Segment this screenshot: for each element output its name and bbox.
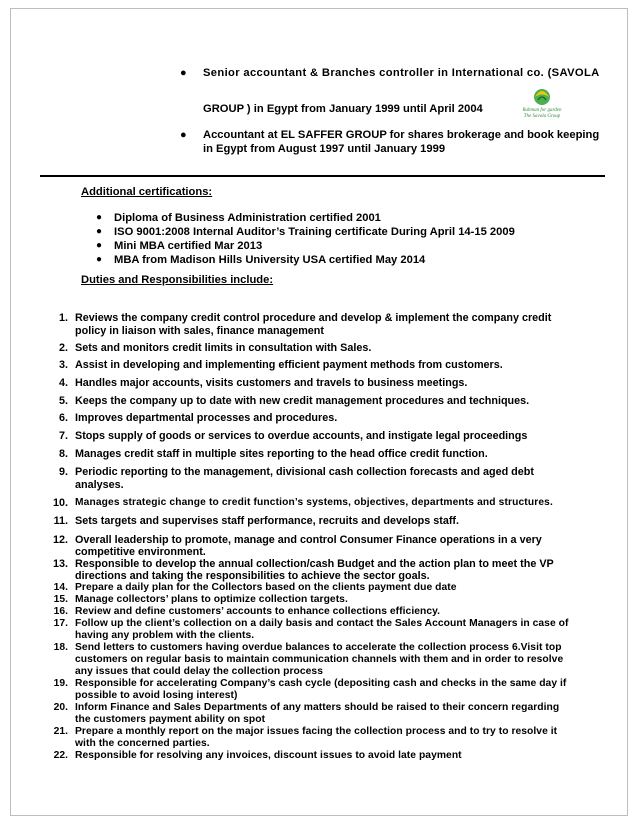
list-item-text: customers on regular basis to maintain communication channels with them and in order to resolve bbox=[75, 654, 564, 665]
bullet-icon: ● bbox=[96, 254, 103, 265]
list-item-text: Responsible for resolving any invoices, discount issues to avoid late payment bbox=[75, 750, 462, 761]
certification-item: Mini MBA certified Mar 2013 bbox=[114, 240, 263, 252]
list-item-text: Sets targets and supervises staff performance, recruits and develops staff. bbox=[75, 515, 460, 527]
list-item-text: Prepare a daily plan for the Collectors based on the clients payment due date bbox=[75, 582, 457, 593]
list-number: 17. bbox=[53, 618, 68, 629]
list-item-text: Stops supply of goods or services to overdue accounts, and instigate legal proceedings bbox=[75, 430, 528, 442]
duties-heading: Duties and Responsibilities include: bbox=[81, 274, 274, 286]
list-item-text: Manage collectors’ plans to optimize collection targets. bbox=[75, 594, 348, 605]
list-item-text: Reviews the company credit control procedure and develop & implement the company credit bbox=[75, 312, 552, 324]
bullet-icon: ● bbox=[96, 212, 103, 223]
list-item-text: having any problem with the clients. bbox=[75, 630, 255, 641]
experience-line: in Egypt from August 1997 until January 1999 bbox=[203, 143, 446, 155]
list-number: 9. bbox=[58, 466, 68, 478]
list-item-text: Sets and monitors credit limits in consultation with Sales. bbox=[75, 342, 372, 354]
list-number: 5. bbox=[58, 395, 68, 407]
certification-item: ISO 9001:2008 Internal Auditor’s Training certificate During April 14-15 2009 bbox=[114, 226, 515, 238]
section-divider bbox=[40, 175, 605, 177]
list-item-text: Improves departmental processes and procedures. bbox=[75, 412, 338, 424]
experience-line: Accountant at EL SAFFER GROUP for shares brokerage and book keeping bbox=[203, 129, 600, 141]
list-number: 18. bbox=[53, 642, 68, 653]
certification-item: Diploma of Business Administration certified 2001 bbox=[114, 212, 381, 224]
logo-text: The Savola Group bbox=[523, 114, 561, 119]
list-item-text: Assist in developing and implementing efficient payment methods from customers. bbox=[75, 359, 503, 371]
experience-line: Senior accountant & Branches controller in International co. (SAVOLA bbox=[203, 67, 600, 79]
list-number: 22. bbox=[53, 750, 68, 761]
list-item-text: Send letters to customers having overdue balances to accelerate the collection process 6.Visit top bbox=[75, 642, 562, 653]
list-item-text: Overall leadership to promote, manage and control Consumer Finance operations in a very bbox=[75, 534, 542, 546]
bullet-icon: ● bbox=[180, 67, 187, 79]
list-item-text: the customers payment ability on spot bbox=[75, 714, 266, 725]
list-number: 3. bbox=[58, 359, 68, 371]
list-number: 20. bbox=[53, 702, 68, 713]
list-item-text: any issues that could delay the collection process bbox=[75, 666, 323, 677]
list-item-text: analyses. bbox=[75, 479, 124, 491]
list-item-text: competitive environment. bbox=[75, 546, 206, 558]
list-number: 4. bbox=[58, 377, 68, 389]
list-item-text: Manages credit staff in multiple sites reporting to the head office credit function. bbox=[75, 448, 488, 460]
list-item-text: directions and taking the responsibilities to achieve the sector goals. bbox=[75, 570, 430, 582]
list-item-text: Follow up the client’s collection on a daily basis and contact the Sales Account Managers in case of bbox=[75, 618, 569, 629]
list-number: 16. bbox=[53, 606, 68, 617]
list-number: 7. bbox=[58, 430, 68, 442]
list-item-text: policy in liaison with sales, finance management bbox=[75, 325, 324, 337]
list-number: 19. bbox=[53, 678, 68, 689]
list-number: 10. bbox=[52, 497, 68, 509]
bullet-icon: ● bbox=[180, 129, 187, 141]
logo-text: Rahman for garden bbox=[522, 108, 562, 113]
list-number: 1. bbox=[58, 312, 68, 324]
list-number: 12. bbox=[52, 534, 68, 546]
list-number: 8. bbox=[58, 448, 68, 460]
list-item-text: with the concerned parties. bbox=[75, 738, 210, 749]
list-number: 15. bbox=[53, 594, 68, 605]
list-number: 6. bbox=[58, 412, 68, 424]
list-number: 21. bbox=[53, 726, 68, 737]
list-item-text: Review and define customers’ accounts to enhance collections efficiency. bbox=[75, 606, 441, 617]
list-item-text: possible to avoid losing interest) bbox=[75, 690, 238, 701]
experience-line: GROUP ) in Egypt from January 1999 until April 2004 bbox=[203, 103, 483, 115]
bullet-icon: ● bbox=[96, 226, 103, 237]
list-item-text: Handles major accounts, visits customers and travels to business meetings. bbox=[75, 377, 468, 389]
list-item-text: Responsible for accelerating Company’s cash cycle (depositing cash and checks in the same day if bbox=[75, 678, 567, 689]
list-number: 11. bbox=[53, 515, 68, 527]
list-number: 13. bbox=[52, 558, 68, 570]
list-item-text: Responsible to develop the annual collection/cash Budget and the action plan to meet the VP bbox=[75, 558, 554, 570]
certification-item: MBA from Madison Hills University USA certified May 2014 bbox=[114, 254, 426, 266]
list-item-text: Keeps the company up to date with new credit management procedures and techniques. bbox=[75, 395, 530, 407]
list-number: 14. bbox=[53, 582, 68, 593]
list-item-text: Prepare a monthly report on the major issues facing the collection process and to try to resolve it bbox=[75, 726, 558, 737]
savola-logo-icon bbox=[519, 86, 565, 120]
certifications-heading: Additional certifications: bbox=[81, 186, 213, 198]
list-number: 2. bbox=[58, 342, 68, 354]
list-item-text: Manages strategic change to credit function’s systems, objectives, departments and structures. bbox=[75, 497, 553, 508]
list-item-text: Periodic reporting to the management, divisional cash collection forecasts and aged debt bbox=[75, 466, 534, 478]
list-item-text: Inform Finance and Sales Departments of any matters should be raised to their concern regarding bbox=[75, 702, 560, 713]
bullet-icon: ● bbox=[96, 240, 103, 251]
